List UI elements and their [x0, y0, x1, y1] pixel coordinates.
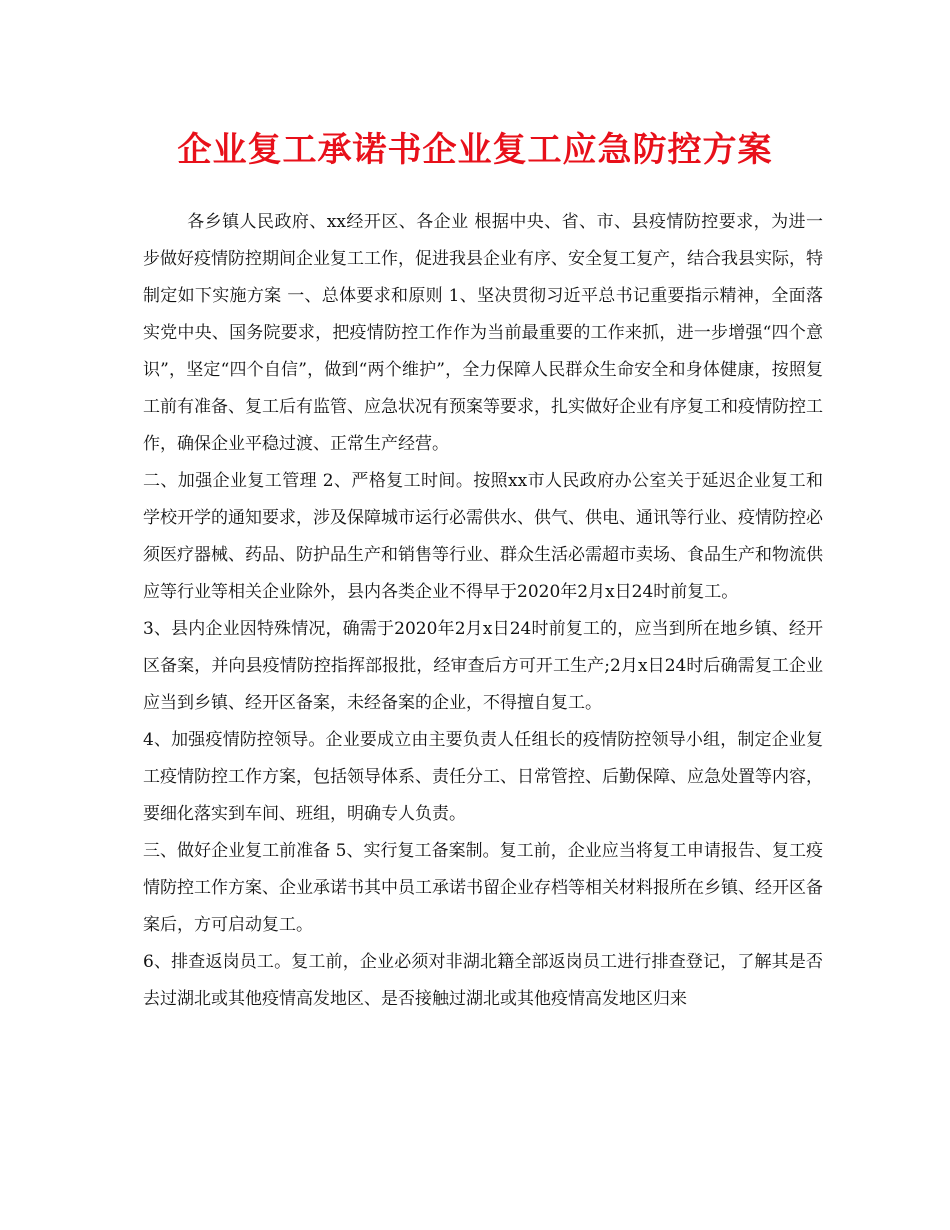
document-body — [143, 204, 823, 1018]
paragraph-staff-screening: 6、排查返岗员工。复工前，企业必须对非湖北籍全部返岗员工进行排查登记，了解其是否去过湖北或其他疫情高发地区、是否接触过湖北或其他疫情高发地区归来 — [143, 952, 823, 1009]
paragraph-preparation: 三、做好企业复工前准备 5、实行复工备案制。复工前，企业应当将复工申请报告、复工疫情防控工作方案、企业承诺书其中员工承诺书留企业存档等相关材料报所在乡镇、经开区备案后，方可启动复工。 — [143, 841, 823, 935]
paragraph-strengthen-management: 二、加强企业复工管理 2、严格复工时间。按照xx市人民政府办公室关于延迟企业复工和学校开学的通知要求，涉及保障城市运行必需供水、供气、供电、通讯等行业、疫情防控必须医疗器械、药品、防护品生产和销售等行业、群众生活必需超市卖场、食品生产和物流供应等行业等相关企业除外，县内各类企业不得早于2020年2月x日24时前复工。 — [143, 471, 823, 602]
paragraph-special-cases: 3、县内企业因特殊情况，确需于2020年2月x日24时前复工的，应当到所在地乡镇、经开区备案，并向县疫情防控指挥部报批，经审查后方可开工生产;2月x日24时后确需复工企业应当到乡镇、经开区备案，未经备案的企业，不得擅自复工。 — [143, 619, 823, 713]
paragraph-general-requirements: 各乡镇人民政府、xx经开区、各企业 根据中央、省、市、县疫情防控要求，为进一步做好疫情防控期间企业复工工作，促进我县企业有序、安全复工复产，结合我县实际，特制定如下实施方案 一、总体要求和原则 1、坚决贯彻习近平总书记重要指示精神，全面落实党中央、国务院要求，把疫情防控工作作为当前最重要的工作来抓，进一步增强“四个意识”，坚定“四个自信”，做到“两个维护”，全力保障人民群众生命安全和身体健康，按照复工前有准备、复工后有监管、应急状况有预案等要求，扎实做好企业有序复工和疫情防控工作，确保企业平稳过渡、正常生产经营。 — [143, 212, 823, 454]
paragraph-prevention-leadership: 4、加强疫情防控领导。企业要成立由主要负责人任组长的疫情防控领导小组，制定企业复工疫情防控工作方案，包括领导体系、责任分工、日常管控、后勤保障、应急处置等内容，要细化落实到车间、班组，明确专人负责。 — [143, 730, 823, 824]
document-title: 企业复工承诺书企业复工应急防控方案 — [177, 130, 773, 170]
